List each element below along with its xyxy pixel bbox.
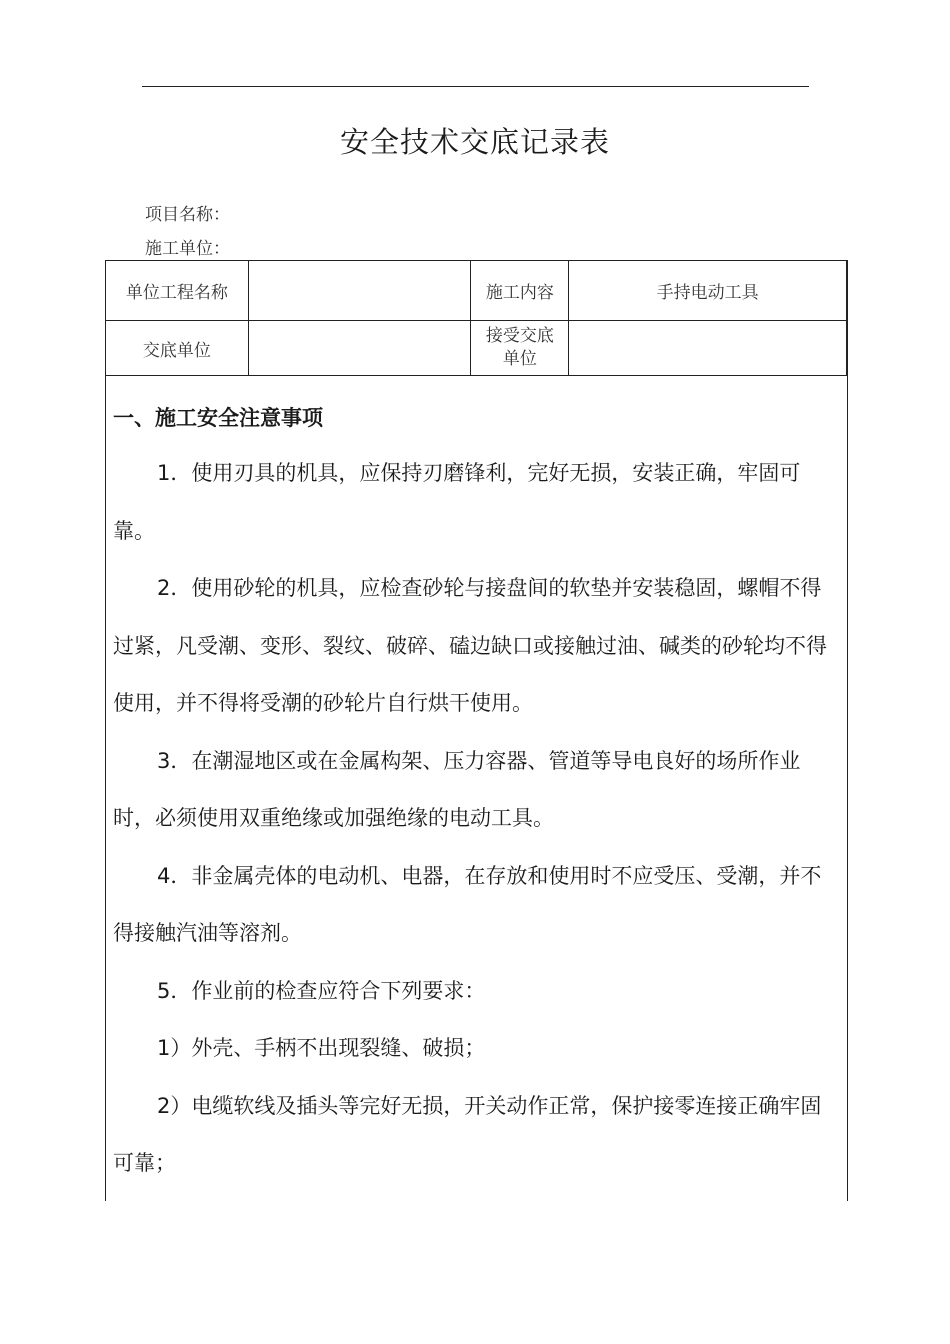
construction-content-value: 手持电动工具 bbox=[569, 261, 847, 321]
construction-content-label: 施工内容 bbox=[471, 261, 569, 321]
list-item: 3．在潮湿地区或在金属构架、压力容器、管道等导电良好的场所作业时，必须使用双重绝缘或加强绝缘的电动工具。 bbox=[113, 748, 801, 830]
table-row bbox=[106, 261, 847, 321]
receiving-unit-value bbox=[569, 321, 847, 376]
issuing-unit-label: 交底单位 bbox=[106, 321, 249, 376]
contractor-label: 施工单位： bbox=[145, 239, 230, 259]
project-name-label: 项目名称： bbox=[145, 205, 230, 225]
list-item: 2）电缆软线及插头等完好无损，开关动作正常，保护接零连接正确牢固可靠； bbox=[113, 1093, 822, 1175]
unit-project-value bbox=[248, 261, 471, 321]
list-item: 1）外壳、手柄不出现裂缝、破损； bbox=[157, 1036, 486, 1060]
receiving-unit-label bbox=[471, 321, 569, 376]
table-row bbox=[106, 321, 847, 376]
list-item: 2．使用砂轮的机具，应检查砂轮与接盘间的软垫并安装稳固，螺帽不得过紧，凡受潮、变形、裂纹、破碎、磕边缺口或接触过油、碱类的砂轮均不得使用，并不得将受潮的砂轮片自行烘干使用。 bbox=[113, 576, 827, 715]
receiving-unit-label-line1: 接受交底 bbox=[485, 326, 554, 346]
list-item: 4．非金属壳体的电动机、电器，在存放和使用时不应受压、受潮，并不得接触汽油等溶剂。 bbox=[113, 863, 822, 945]
receiving-unit-label-line2: 单位 bbox=[502, 349, 537, 369]
list-item: 5．作业前的检查应符合下列要求： bbox=[157, 978, 486, 1003]
list-item: 1．使用刃具的机具，应保持刃磨锋利，完好无损，安装正确，牢固可靠。 bbox=[113, 461, 801, 543]
info-table bbox=[105, 260, 847, 376]
page-title: 安全技术交底记录表 bbox=[339, 125, 610, 159]
unit-project-label: 单位工程名称 bbox=[106, 261, 249, 321]
section-heading: 一、施工安全注意事项 bbox=[113, 406, 323, 430]
header-rule bbox=[142, 86, 809, 87]
issuing-unit-value bbox=[248, 321, 471, 376]
safety-notes bbox=[113, 377, 839, 1193]
